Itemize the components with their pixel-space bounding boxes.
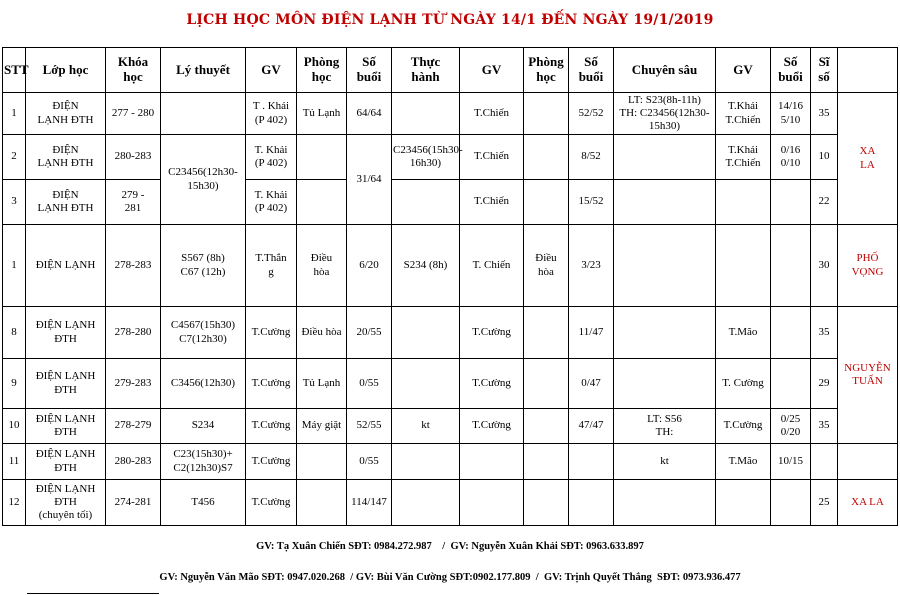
header-room-1: Phòng học bbox=[297, 48, 347, 93]
cell-sessions-2: 8/52 bbox=[569, 135, 614, 180]
cell-class-size: 30 bbox=[811, 225, 838, 307]
cell-room-1: Máy giặt bbox=[297, 409, 347, 444]
cell-stt: 8 bbox=[3, 307, 26, 359]
cell-class: ĐIỆN LẠNH ĐTH bbox=[26, 135, 106, 180]
cell-sessions-3 bbox=[771, 359, 811, 409]
cell-teacher-3: T.Khải T.Chiến bbox=[716, 135, 771, 180]
cell-class: ĐIỆN LẠNH ĐTH bbox=[26, 409, 106, 444]
cell-sessions-2 bbox=[569, 444, 614, 480]
cell-course: 278-280 bbox=[106, 307, 161, 359]
cell-teacher-3 bbox=[716, 225, 771, 307]
cell-teacher-1: T.Cường bbox=[246, 444, 297, 480]
cell-sessions-2: 47/47 bbox=[569, 409, 614, 444]
cell-course: 278-279 bbox=[106, 409, 161, 444]
cell-course: 279-283 bbox=[106, 359, 161, 409]
cell-teacher-3: T.Cường bbox=[716, 409, 771, 444]
cell-class: ĐIỆN LẠNH bbox=[26, 225, 106, 307]
cell-location: NGUYỄN TUẤN bbox=[838, 307, 898, 444]
cell-teacher-1: T. Khải (P 402) bbox=[246, 135, 297, 180]
cell-sessions-3 bbox=[771, 180, 811, 225]
cell-theory: C4567(15h30) C7(12h30) bbox=[161, 307, 246, 359]
cell-theory: T456 bbox=[161, 480, 246, 526]
cell-sessions-1: 6/20 bbox=[347, 225, 392, 307]
cell-sessions-1: 114/147 bbox=[347, 480, 392, 526]
header-room-2: Phòng học bbox=[524, 48, 569, 93]
header-course: Khóa học bbox=[106, 48, 161, 93]
cell-sessions-2: 0/47 bbox=[569, 359, 614, 409]
cell-class-size: 10 bbox=[811, 135, 838, 180]
cell-teacher-1: T . Khải (P 402) bbox=[246, 93, 297, 135]
header-sessions-1: Số buổi bbox=[347, 48, 392, 93]
cell-advanced bbox=[614, 225, 716, 307]
cell-sessions-3 bbox=[771, 307, 811, 359]
cell-room-2 bbox=[524, 135, 569, 180]
cell-class-size: 29 bbox=[811, 359, 838, 409]
table-row bbox=[3, 307, 898, 359]
cell-sessions-3: 0/16 0/10 bbox=[771, 135, 811, 180]
cell-teacher-2: T.Chiến bbox=[460, 93, 524, 135]
header-advanced: Chuyên sâu bbox=[614, 48, 716, 93]
cell-sessions-3: 14/16 5/10 bbox=[771, 93, 811, 135]
cell-stt: 9 bbox=[3, 359, 26, 409]
cell-sessions-3: 10/15 bbox=[771, 444, 811, 480]
cell-class: ĐIỆN LẠNH ĐTH bbox=[26, 307, 106, 359]
cell-advanced bbox=[614, 135, 716, 180]
cell-teacher-3 bbox=[716, 480, 771, 526]
cell-theory: C23(15h30)+ C2(12h30)S7 bbox=[161, 444, 246, 480]
cell-practice bbox=[392, 359, 460, 409]
cell-class-size: 22 bbox=[811, 180, 838, 225]
cell-teacher-3: T.Mão bbox=[716, 444, 771, 480]
cell-room-2 bbox=[524, 180, 569, 225]
cell-location: XA LA bbox=[838, 480, 898, 526]
cell-practice bbox=[392, 180, 460, 225]
cell-practice bbox=[392, 93, 460, 135]
cell-room-2 bbox=[524, 307, 569, 359]
cell-sessions-2: 15/52 bbox=[569, 180, 614, 225]
cell-room-1 bbox=[297, 444, 347, 480]
header-row bbox=[3, 48, 898, 93]
table-row bbox=[3, 180, 898, 225]
cell-room-2: Điều hòa bbox=[524, 225, 569, 307]
cell-room-2 bbox=[524, 359, 569, 409]
cell-stt: 1 bbox=[3, 93, 26, 135]
cell-practice bbox=[392, 480, 460, 526]
table-row bbox=[3, 480, 898, 526]
cell-teacher-2: T.Chiến bbox=[460, 180, 524, 225]
header-sessions-2: Số buổi bbox=[569, 48, 614, 93]
cell-course: 280-283 bbox=[106, 444, 161, 480]
cell-practice: S234 (8h) bbox=[392, 225, 460, 307]
cell-teacher-1: T.Cường bbox=[246, 480, 297, 526]
cell-theory: S567 (8h) C67 (12h) bbox=[161, 225, 246, 307]
header-theory: Lý thuyết bbox=[161, 48, 246, 93]
cell-room-2 bbox=[524, 93, 569, 135]
cell-course: 280-283 bbox=[106, 135, 161, 180]
cell-sessions-2 bbox=[569, 480, 614, 526]
cell-stt: 1 bbox=[3, 225, 26, 307]
cell-practice bbox=[392, 444, 460, 480]
teacher-contacts-line-1: GV: Tạ Xuân Chiến SĐT: 0984.272.987 / GV: Nguyễn Xuân Khải SĐT: 0963.633.897 bbox=[256, 541, 644, 552]
cell-class: ĐIỆN LẠNH ĐTH bbox=[26, 180, 106, 225]
cell-teacher-2: T.Cường bbox=[460, 359, 524, 409]
cell-class: ĐIỆN LẠNH ĐTH (chuyên tối) bbox=[26, 480, 106, 526]
cell-teacher-1: T.Cường bbox=[246, 359, 297, 409]
header-practice: Thực hành bbox=[392, 48, 460, 93]
teacher-contacts-line-2: GV: Nguyễn Văn Mão SĐT: 0947.020.268 / GV: Bùi Văn Cường SĐT:0902.177.809 / GV: Trịnh Quyết Thắng SĐT: 0973.936.477 bbox=[159, 572, 741, 583]
cell-course: 277 - 280 bbox=[106, 93, 161, 135]
header-location bbox=[838, 48, 898, 93]
cell-sessions-3 bbox=[771, 225, 811, 307]
table-row bbox=[3, 93, 898, 135]
cell-practice bbox=[392, 307, 460, 359]
cell-stt: 11 bbox=[3, 444, 26, 480]
cell-teacher-1: T.Thắn g bbox=[246, 225, 297, 307]
cell-teacher-2: T.Chiến bbox=[460, 135, 524, 180]
cell-sessions-1: 52/55 bbox=[347, 409, 392, 444]
header-sessions-3: Số buổi bbox=[771, 48, 811, 93]
cell-room-1: Tủ Lạnh bbox=[297, 93, 347, 135]
cell-class: ĐIỆN LẠNH ĐTH bbox=[26, 93, 106, 135]
header-class-size: Sĩ số bbox=[811, 48, 838, 93]
cell-sessions-1: 0/55 bbox=[347, 444, 392, 480]
cell-advanced: kt bbox=[614, 444, 716, 480]
cell-advanced bbox=[614, 480, 716, 526]
cell-sessions-3: 0/25 0/20 bbox=[771, 409, 811, 444]
cell-location: PHỐ VỌNG bbox=[838, 225, 898, 307]
cell-sessions-2: 11/47 bbox=[569, 307, 614, 359]
cell-sessions-2: 3/23 bbox=[569, 225, 614, 307]
cell-practice: kt bbox=[392, 409, 460, 444]
cell-class: ĐIỆN LẠNH ĐTH bbox=[26, 444, 106, 480]
cell-room-2 bbox=[524, 409, 569, 444]
table-row bbox=[3, 135, 898, 180]
cell-class-size: 35 bbox=[811, 93, 838, 135]
cell-teacher-2: T.Cường bbox=[460, 409, 524, 444]
cell-advanced: LT: S23(8h-11h) TH: C23456(12h30- 15h30) bbox=[614, 93, 716, 135]
cell-stt: 12 bbox=[3, 480, 26, 526]
cell-advanced bbox=[614, 359, 716, 409]
cell-teacher-2 bbox=[460, 444, 524, 480]
cell-location: XA LA bbox=[838, 93, 898, 225]
cell-stt: 3 bbox=[3, 180, 26, 225]
cell-teacher-3: T.Mão bbox=[716, 307, 771, 359]
cell-teacher-1: T.Cường bbox=[246, 409, 297, 444]
cell-course: 274-281 bbox=[106, 480, 161, 526]
cell-sessions-1: 31/64 bbox=[347, 135, 392, 225]
cell-class-size: 35 bbox=[811, 307, 838, 359]
cell-theory: C3456(12h30) bbox=[161, 359, 246, 409]
cell-room-1: Điều hòa bbox=[297, 225, 347, 307]
cell-advanced bbox=[614, 180, 716, 225]
header-class: Lớp học bbox=[26, 48, 106, 93]
cell-stt: 10 bbox=[3, 409, 26, 444]
cell-teacher-2 bbox=[460, 480, 524, 526]
cell-class-size bbox=[811, 444, 838, 480]
cell-room-1 bbox=[297, 180, 347, 225]
cell-sessions-2: 52/52 bbox=[569, 93, 614, 135]
schedule-table bbox=[2, 47, 898, 526]
cell-room-1: Điều hòa bbox=[297, 307, 347, 359]
table-row bbox=[3, 444, 898, 480]
cell-teacher-1: T.Cường bbox=[246, 307, 297, 359]
cell-advanced bbox=[614, 307, 716, 359]
table-row bbox=[3, 225, 898, 307]
cell-course: 278-283 bbox=[106, 225, 161, 307]
cell-room-1 bbox=[297, 480, 347, 526]
header-teacher-2: GV bbox=[460, 48, 524, 93]
page-title: LỊCH HỌC MÔN ĐIỆN LẠNH TỪ NGÀY 14/1 ĐẾN NGÀY 19/1/2019 bbox=[186, 12, 714, 28]
header-stt: STT bbox=[3, 48, 26, 93]
cell-class-size: 35 bbox=[811, 409, 838, 444]
cell-practice: C23456(15h30- 16h30) bbox=[392, 135, 460, 180]
cell-sessions-1: 20/55 bbox=[347, 307, 392, 359]
cell-room-1: Tủ Lạnh bbox=[297, 359, 347, 409]
cell-teacher-1: T. Khải (P 402) bbox=[246, 180, 297, 225]
cell-advanced: LT: S56 TH: bbox=[614, 409, 716, 444]
cell-location bbox=[838, 444, 898, 480]
footer-underline bbox=[27, 593, 159, 594]
cell-teacher-3 bbox=[716, 180, 771, 225]
cell-class: ĐIỆN LẠNH ĐTH bbox=[26, 359, 106, 409]
cell-stt: 2 bbox=[3, 135, 26, 180]
table-row bbox=[3, 359, 898, 409]
cell-room-2 bbox=[524, 444, 569, 480]
cell-teacher-3: T. Cường bbox=[716, 359, 771, 409]
cell-teacher-3: T.Khải T.Chiến bbox=[716, 93, 771, 135]
cell-room-1 bbox=[297, 135, 347, 180]
cell-teacher-2: T. Chiến bbox=[460, 225, 524, 307]
cell-theory bbox=[161, 93, 246, 135]
cell-room-2 bbox=[524, 480, 569, 526]
cell-course: 279 - 281 bbox=[106, 180, 161, 225]
cell-theory: S234 bbox=[161, 409, 246, 444]
table-row bbox=[3, 409, 898, 444]
cell-class-size: 25 bbox=[811, 480, 838, 526]
cell-teacher-2: T.Cường bbox=[460, 307, 524, 359]
cell-sessions-1: 0/55 bbox=[347, 359, 392, 409]
cell-sessions-3 bbox=[771, 480, 811, 526]
header-teacher-3: GV bbox=[716, 48, 771, 93]
cell-sessions-1: 64/64 bbox=[347, 93, 392, 135]
header-teacher-1: GV bbox=[246, 48, 297, 93]
cell-theory: C23456(12h30- 15h30) bbox=[161, 135, 246, 225]
